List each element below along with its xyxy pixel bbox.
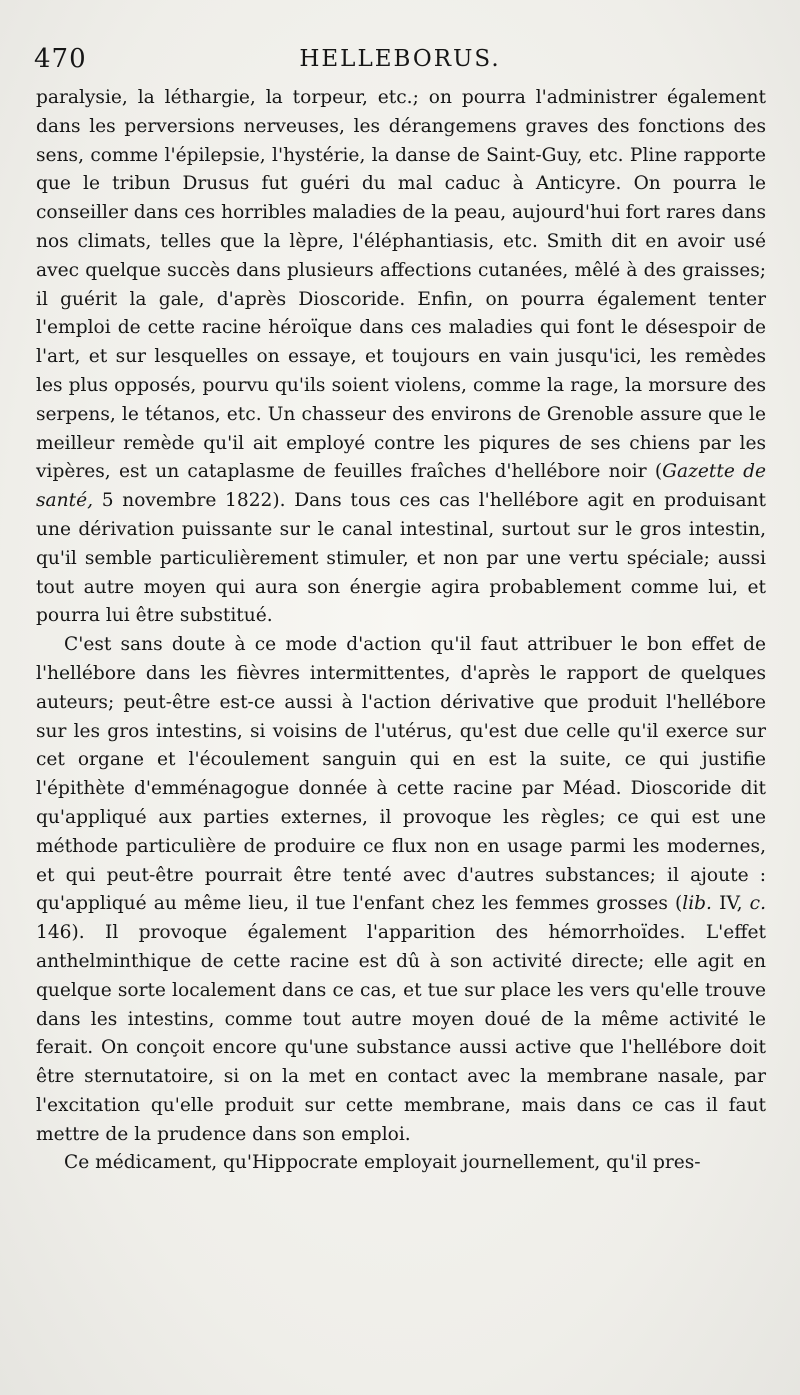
page-header bbox=[34, 44, 766, 84]
paragraph bbox=[36, 631, 766, 1149]
text-run: Ce médicament, qu'Hippocrate employait journellement, qu'il pres- bbox=[64, 1152, 701, 1174]
text-run: 146). Il provoque également l'apparition des hémorrhoïdes. L'effet anthelminthique de cette racine est dû à son activité directe; elle agit en quelque sorte localement dans ce cas, et tue sur place les vers qu'elle trouve dans les intestins, comme tout autre moyen doué de la même activité le ferait. On conçoit encore qu'une substance aussi active que l'hellébore doit être sternutatoire, si on la met en contact avec la membrane nasale, par l'excitation qu'elle produit sur cette membrane, mais dans ce cas il faut mettre de la prudence dans son emploi. bbox=[36, 922, 766, 1145]
italic-run: Gazette de santé, bbox=[36, 461, 766, 512]
italic-run: lib. bbox=[682, 893, 712, 915]
italic-run: c. bbox=[749, 893, 766, 915]
text-run: 5 novembre 1822). Dans tous ces cas l'hellébore agit en produisant une dérivation puissante sur le canal intestinal, surtout sur le gros intestin, qu'il semble particulièrement stimuler, et non par une vertu spéciale; aussi tout autre moyen qui aura son énergie agira probablement comme lui, et pourra lui être substitué. bbox=[36, 490, 766, 627]
text-run: paralysie, la léthargie, la torpeur, etc.; on pourra l'administrer également dans les perversions nerveuses, les dérangemens graves des fonctions des sens, comme l'épilepsie, l'hystérie, la danse de Saint-Guy, etc. Pline rapporte que le tribun Drusus fut guéri du mal caduc à Anticyre. On pourra le conseiller dans ces horribles maladies de la peau, aujourd'hui fort rares dans nos climats, telles que la lèpre, l'éléphantiasis, etc. Smith dit en avoir usé avec quelque succès dans plusieurs affections cutanées, mêlé à des graisses; il guérit la gale, d'après Dioscoride. Enfin, on pourra également tenter l'emploi de cette racine héroïque dans ces maladies qui font le désespoir de l'art, et sur lesquelles on essaye, et toujours en vain jusqu'ici, les remèdes les plus opposés, pourvu qu'ils soient violens, comme la rage, la morsure des serpens, le tétanos, etc. Un chasseur des environs de Grenoble assure que le meilleur remède qu'il ait employé contre les piqures de ses chiens par les vipères, est un cataplasme de feuilles fraîches d'hellébore noir ( bbox=[36, 87, 766, 483]
paragraph bbox=[36, 84, 766, 631]
page-number: 470 bbox=[34, 44, 87, 74]
text-run: C'est sans doute à ce mode d'action qu'il faut attribuer le bon effet de l'hellébore dans les fièvres intermittentes, d'après le rapport de quelques auteurs; peut-être est-ce aussi à l'action dérivative que produit l'hellébore sur les gros intestins, si voisins de l'utérus, qu'est due celle qu'il exerce sur cet organe et l'écoulement sanguin qui en est la suite, ce qui justifie l'épithète d'emménagogue donnée à cette racine par Méad. Dioscoride dit qu'appliqué aux parties externes, il provoque les règles; ce qui est une méthode particulière de produire ce flux non en usage parmi les modernes, et qui peut-être pourrait être tenté avec d'autres substances; il ajoute : qu'appliqué au même lieu, il tue l'enfant chez les femmes grosses ( bbox=[36, 634, 766, 915]
running-title: HELLEBORUS. bbox=[299, 46, 501, 72]
text-run: IV, bbox=[711, 893, 750, 915]
paragraph bbox=[36, 1149, 766, 1178]
body-text bbox=[36, 84, 766, 1178]
